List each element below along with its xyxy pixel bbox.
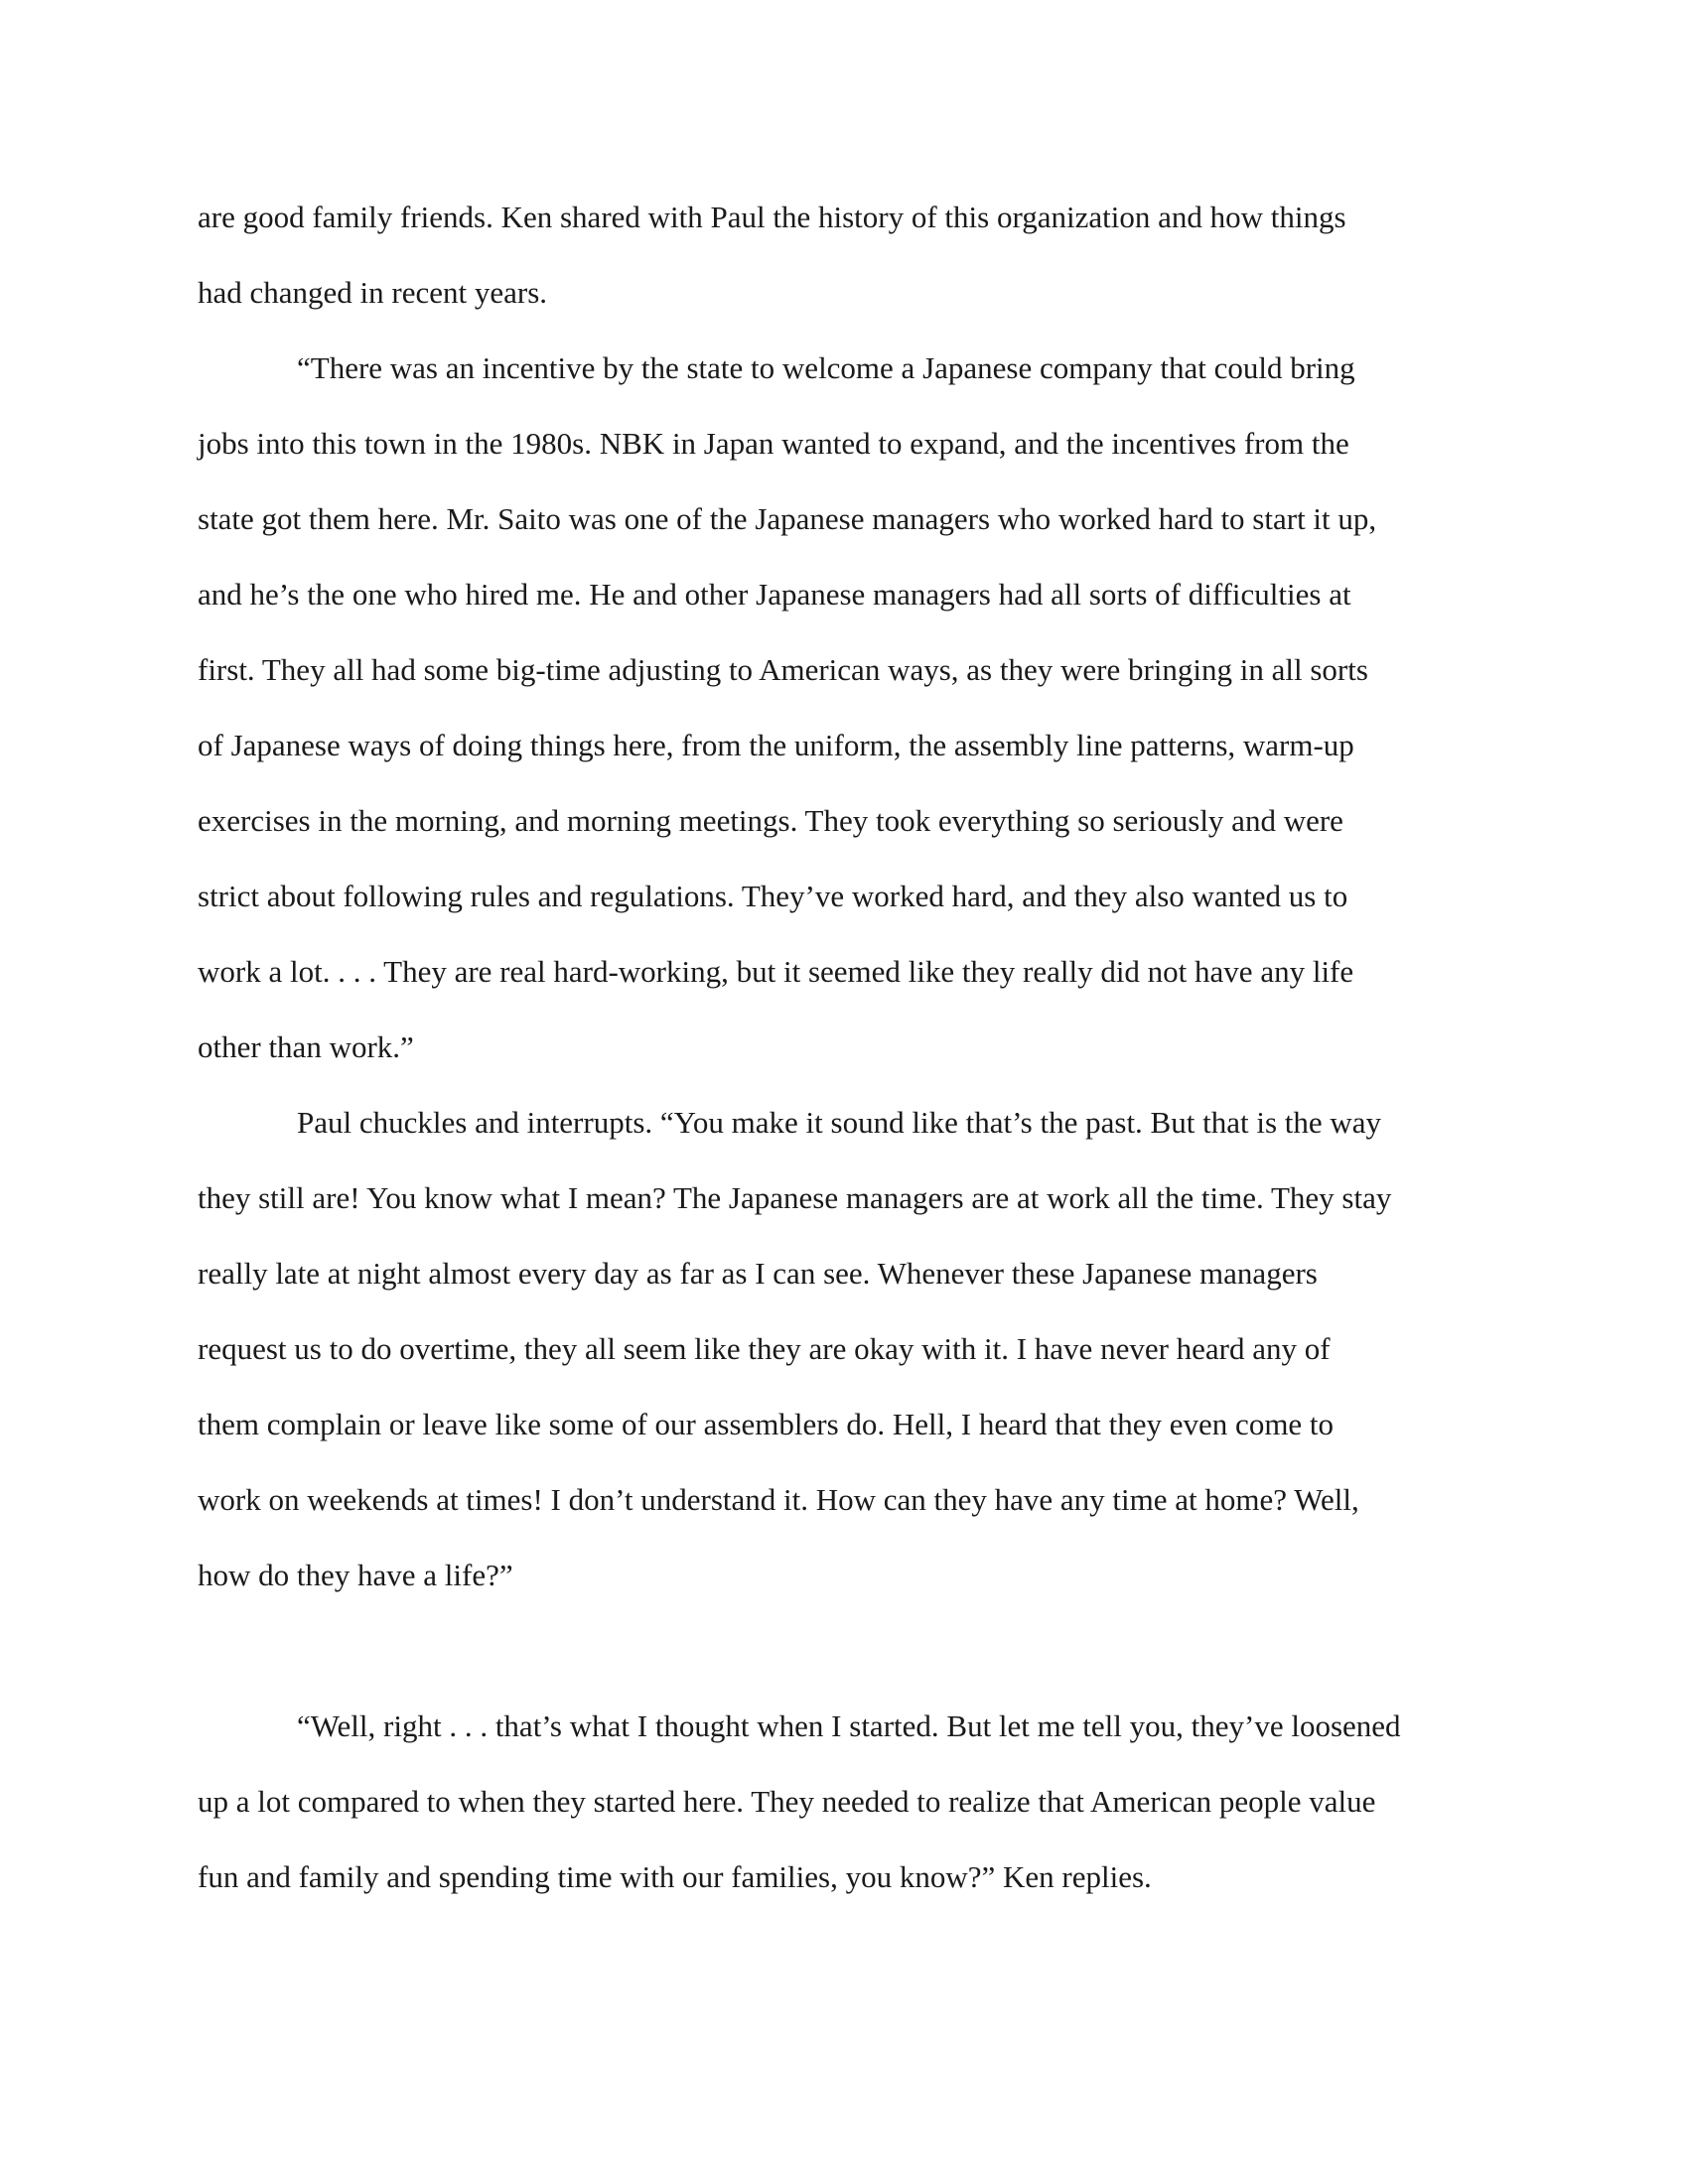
text-line: of Japanese ways of doing things here, from the uniform, the assembly line patterns, warm-up xyxy=(198,728,1354,762)
text-line: had changed in recent years. xyxy=(198,275,548,310)
text-line: other than work.” xyxy=(198,1029,414,1064)
text-line: and he’s the one who hired me. He and other Japanese managers had all sorts of difficulties at xyxy=(198,577,1351,612)
text-line: work on weekends at times! I don’t understand it. How can they have any time at home? Well, xyxy=(198,1482,1359,1517)
text-line: are good family friends. Ken shared with Paul the history of this organization and how things xyxy=(198,200,1346,234)
text-line: really late at night almost every day as far as I can see. Whenever these Japanese managers xyxy=(198,1256,1318,1291)
text-line: fun and family and spending time with our families, you know?” Ken replies. xyxy=(198,1859,1152,1894)
text-line: work a lot. . . . They are real hard-working, but it seemed like they really did not have any life xyxy=(198,954,1354,989)
text-line: they still are! You know what I mean? The Japanese managers are at work all the time. They stay xyxy=(198,1180,1392,1215)
text-line: first. They all had some big-time adjusting to American ways, as they were bringing in all sorts xyxy=(198,652,1368,687)
text-line: how do they have a life?” xyxy=(198,1558,513,1592)
paragraph-first-line: “There was an incentive by the state to welcome a Japanese company that could bring xyxy=(297,350,1355,385)
text-line: them complain or leave like some of our assemblers do. Hell, I heard that they even come to xyxy=(198,1407,1335,1441)
text-line: exercises in the morning, and morning meetings. They took everything so seriously and were xyxy=(198,803,1343,838)
text-line: jobs into this town in the 1980s. NBK in Japan wanted to expand, and the incentives from the xyxy=(198,426,1349,461)
paragraph-first-line: Paul chuckles and interrupts. “You make it sound like that’s the past. But that is the way xyxy=(297,1105,1382,1140)
text-line: up a lot compared to when they started here. They needed to realize that American people value xyxy=(198,1784,1376,1819)
text-line: strict about following rules and regulations. They’ve worked hard, and they also wanted us to xyxy=(198,879,1348,913)
text-line: state got them here. Mr. Saito was one of the Japanese managers who worked hard to start it up, xyxy=(198,501,1377,536)
paragraph-first-line: “Well, right . . . that’s what I thought when I started. But let me tell you, they’ve loosened xyxy=(297,1708,1401,1743)
text-line: request us to do overtime, they all seem like they are okay with it. I have never heard any of xyxy=(198,1331,1331,1366)
